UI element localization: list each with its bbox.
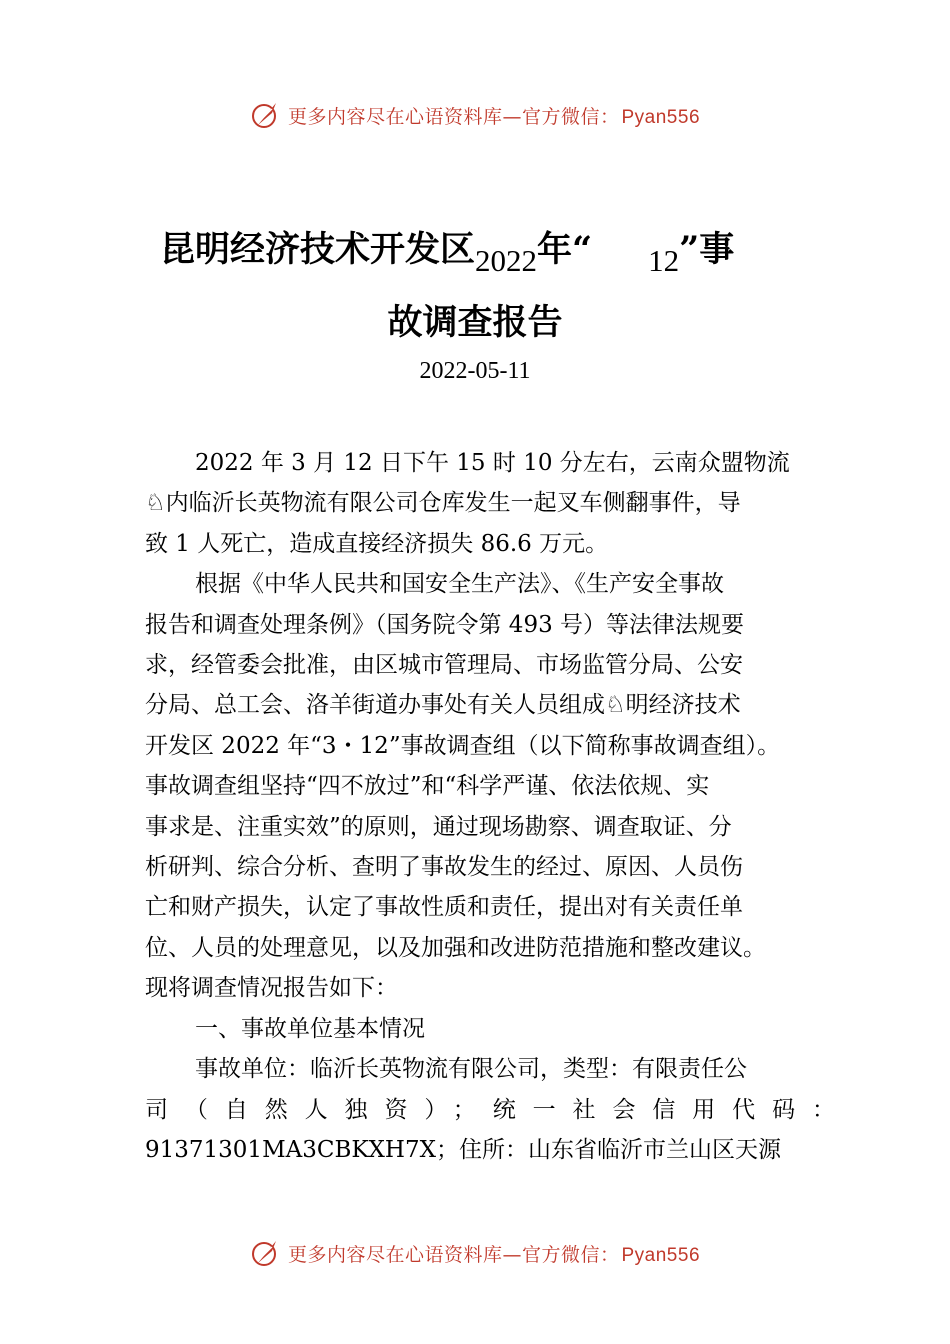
title-part1: 昆明经济技术开发区	[160, 229, 476, 270]
section-heading-1	[145, 1009, 835, 1049]
p2-line-9: 亡和财产损失，认定了事故性质和责任，提出对有关责任单	[145, 894, 743, 921]
banner-separator: —	[502, 1243, 522, 1266]
quill-logo-icon	[250, 1237, 282, 1269]
p2-line-2: 报告和调查处理条例》（国务院令第 493 号）等法律法规要	[145, 611, 745, 638]
banner-wechat-id: Pyan556	[621, 106, 701, 128]
p1-line-2: ♘内临沂长英物流有限公司仓库发生一起叉车侧翻事件，导	[145, 490, 741, 517]
p2-line-8: 析研判、综合分析、查明了事故发生的经过、原因、人员伤	[145, 854, 743, 881]
paragraph-4-line-3	[145, 1130, 835, 1170]
title-end: ”事	[679, 229, 735, 270]
title-year: 2022	[475, 243, 538, 278]
p4-line-3: 91371301MA3CBKXH7X；住所：山东省临沂市兰山区天源	[145, 1136, 781, 1163]
document-date: 2022-05-11	[419, 358, 531, 384]
p2-line-5: 开发区 2022 年“3・12”事故调查组（以下简称事故调查组）。	[145, 732, 781, 759]
banner-wechat-id: Pyan556	[621, 1244, 701, 1266]
paragraph-2	[145, 564, 835, 1008]
banner-wechat-label: 官方微信：	[521, 105, 620, 128]
p1-line-1: 2022 年 3 月 12 日下午 15 时 10 分左右，云南众盟物流	[195, 450, 790, 476]
p2-line-3: 求，经管委会批准，由区城市管理局、市场监管分局、公安	[145, 652, 743, 679]
paragraph-4-line-2	[145, 1090, 835, 1130]
p2-line-4: 分局、总工会、洛羊街道办事处有关人员组成♘明经济技术	[145, 692, 741, 719]
banner-text	[288, 1240, 700, 1267]
p2-line-7: 事求是、注重实效”的原则，通过现场勘察、调查取证、分	[145, 813, 732, 840]
section-1-title: 一、事故单位基本情况	[195, 1015, 425, 1042]
paragraph-1	[145, 443, 835, 564]
title-num: 12	[648, 243, 680, 278]
document-body	[145, 443, 835, 1170]
top-watermark-banner	[0, 95, 950, 135]
paragraph-4	[145, 1049, 835, 1089]
title-year-char: 年“	[537, 229, 593, 270]
document-title-line2: 故调查报告	[387, 302, 563, 343]
document-title-line1	[160, 222, 820, 278]
p2-line-10: 位、人员的处理意见，以及加强和改进防范措施和整改建议。	[145, 934, 766, 961]
bottom-watermark-banner	[0, 1233, 950, 1273]
p2-line-11: 现将调查情况报告如下：	[145, 975, 398, 1002]
banner-separator: —	[502, 105, 522, 128]
p1-line-3: 致 1 人死亡，造成直接经济损失 86.6 万元。	[145, 530, 609, 557]
banner-wechat-label: 官方微信：	[521, 1243, 620, 1266]
banner-slogan: 更多内容尽在心语资料库	[287, 105, 503, 128]
p2-line-1: 根据《中华人民共和国安全生产法》、《生产安全事故	[195, 571, 724, 598]
banner-text	[288, 102, 700, 129]
banner-slogan: 更多内容尽在心语资料库	[287, 1243, 503, 1266]
p4-line-1: 事故单位：临沂长英物流有限公司，类型：有限责任公	[195, 1056, 747, 1083]
quill-logo-icon	[250, 99, 282, 131]
p2-line-6: 事故调查组坚持“四不放过”和“科学严谨、依法依规、实	[145, 773, 710, 800]
p4-line-2: 司（自然人独资）；统一社会信用代码：	[145, 1096, 835, 1123]
